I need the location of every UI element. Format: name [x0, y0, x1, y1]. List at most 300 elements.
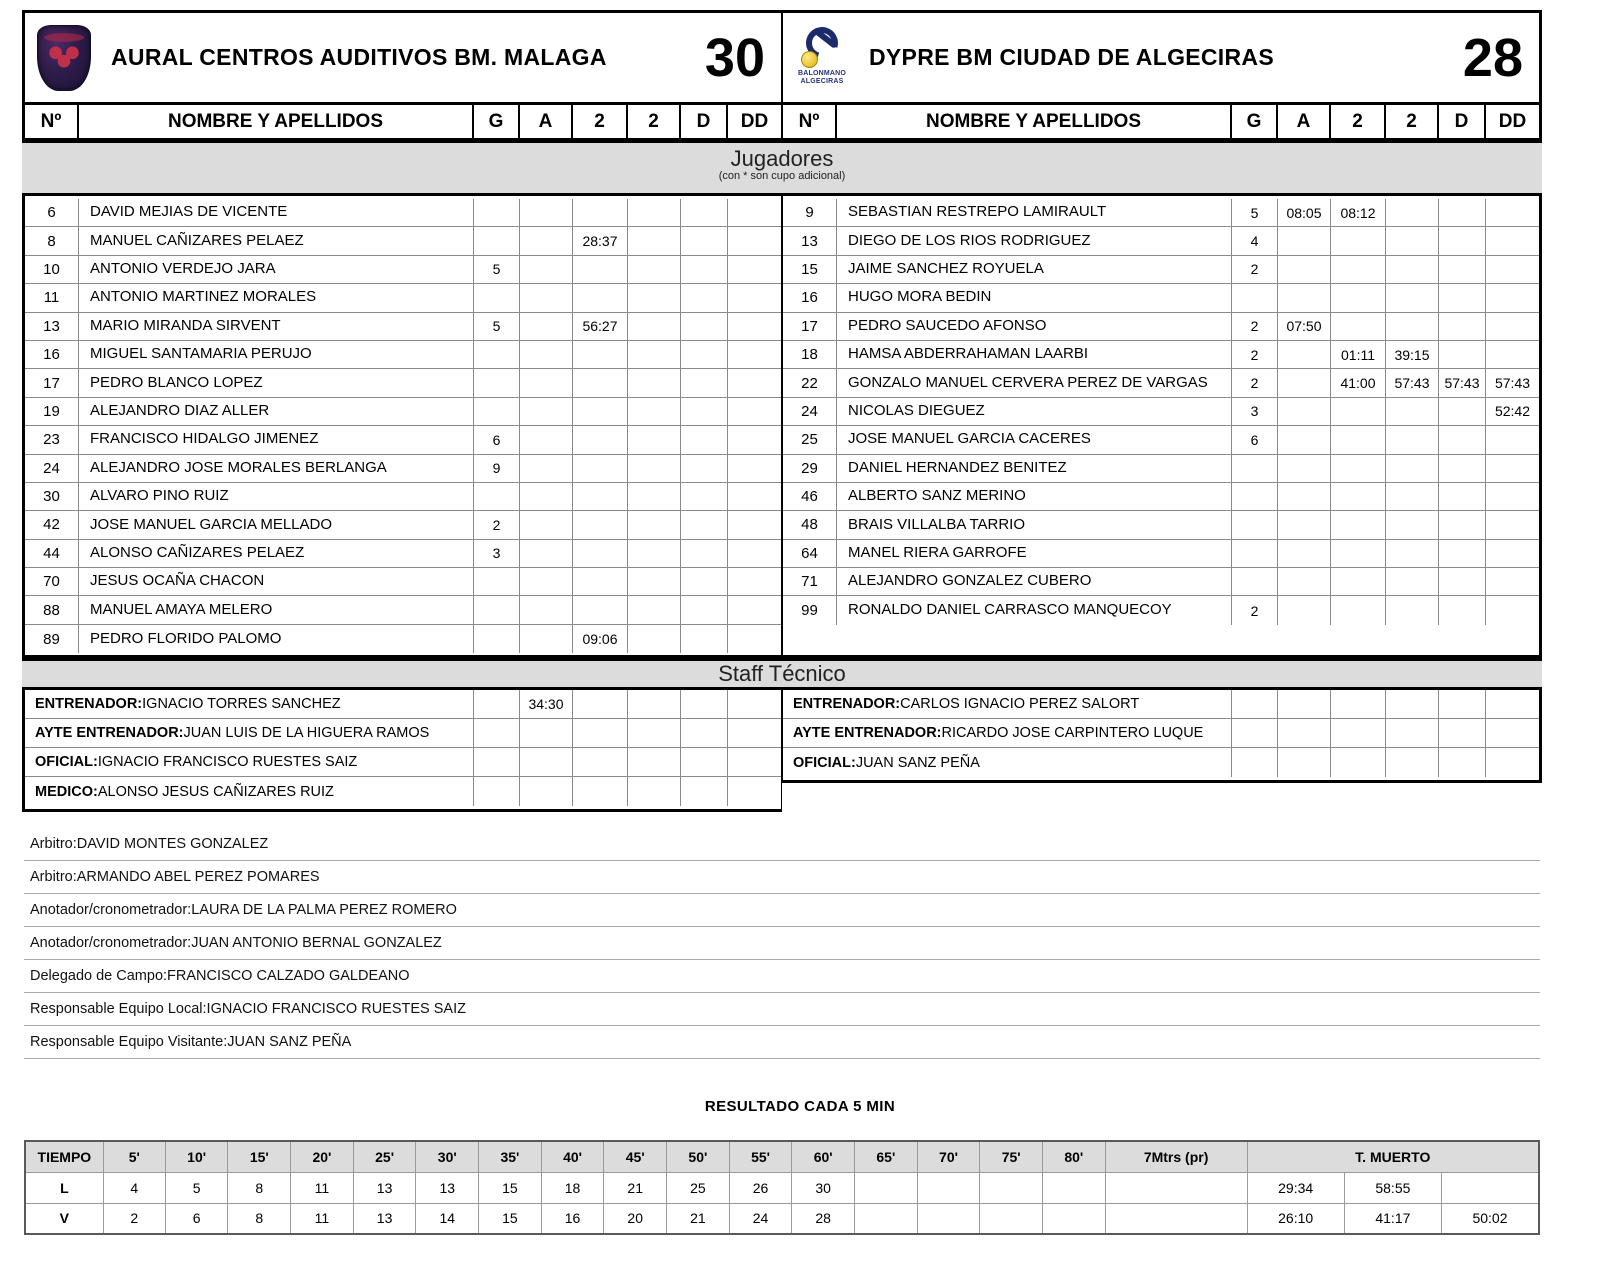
result-header-time: 70' — [917, 1141, 980, 1172]
player-two-min-1 — [1331, 540, 1386, 567]
player-goals — [1232, 284, 1278, 311]
staff-name: AYTE ENTRENADOR: RICARDO JOSE CARPINTERO LUQUE — [783, 719, 1232, 747]
table-row[interactable] — [25, 625, 781, 653]
player-goals: 2 — [1232, 341, 1278, 368]
result-timeout-cell: 50:02 — [1442, 1203, 1540, 1234]
staff-role: MEDICO: — [35, 783, 98, 800]
result-timeout-cell: 41:17 — [1344, 1203, 1441, 1234]
away-players-list — [783, 199, 1539, 625]
player-two-min-1 — [573, 483, 628, 510]
player-warning — [1278, 369, 1331, 396]
player-goals: 2 — [1232, 313, 1278, 340]
player-disqual — [681, 341, 728, 368]
player-warning — [520, 596, 573, 623]
player-name: ALVARO PINO RUIZ — [79, 483, 474, 510]
staff-warning: 34:30 — [520, 690, 573, 718]
player-disqual — [681, 369, 728, 396]
player-warning — [520, 568, 573, 595]
player-two-min-1 — [573, 199, 628, 226]
player-two-min-2 — [1386, 313, 1439, 340]
player-disqual-report — [1486, 256, 1539, 283]
official-person: JUAN ANTONIO BERNAL GONZALEZ — [191, 935, 442, 951]
player-number: 13 — [25, 313, 79, 340]
player-two-min-1 — [1331, 596, 1386, 624]
player-disqual-report — [1486, 596, 1539, 624]
player-goals — [474, 341, 520, 368]
staff-row[interactable] — [783, 719, 1539, 748]
staff-disqual — [681, 690, 728, 718]
result-score-cell: 26 — [729, 1172, 792, 1203]
player-number: 99 — [783, 596, 837, 624]
player-two-min-2 — [628, 625, 681, 653]
player-two-min-2 — [1386, 596, 1439, 624]
table-row[interactable] — [25, 313, 781, 341]
staff-name: MEDICO: ALONSO JESUS CAÑIZARES RUIZ — [25, 777, 474, 806]
staff-role: OFICIAL: — [35, 754, 98, 770]
table-row[interactable] — [25, 256, 781, 284]
result-score-cell: 2 — [103, 1203, 165, 1234]
player-disqual-report — [1486, 511, 1539, 538]
result-header-time: 25' — [353, 1141, 416, 1172]
player-name: DANIEL HERNANDEZ BENITEZ — [837, 455, 1232, 482]
column-header-warning: A — [520, 105, 573, 138]
table-row[interactable] — [783, 568, 1539, 596]
official-row — [24, 960, 1540, 993]
column-header-name: NOMBRE Y APELLIDOS — [837, 105, 1232, 138]
player-name: PEDRO BLANCO LOPEZ — [79, 369, 474, 396]
player-goals — [474, 596, 520, 623]
staff-row[interactable] — [25, 690, 781, 719]
player-two-min-1: 28:37 — [573, 227, 628, 254]
staff-disqual-report — [728, 690, 781, 718]
player-two-min-1 — [573, 369, 628, 396]
staff-section-band — [22, 658, 1542, 690]
table-row[interactable] — [25, 398, 781, 426]
staff-two-min-2 — [1386, 690, 1439, 718]
player-number: 88 — [25, 596, 79, 623]
result-score-cell: 21 — [604, 1172, 667, 1203]
player-two-min-2 — [628, 455, 681, 482]
player-number: 15 — [783, 256, 837, 283]
table-row[interactable] — [25, 511, 781, 539]
player-two-min-2 — [628, 199, 681, 226]
player-warning: 08:05 — [1278, 199, 1331, 226]
player-disqual-report — [728, 313, 781, 340]
table-row[interactable] — [783, 227, 1539, 255]
result-score-cell: 15 — [479, 1203, 542, 1234]
staff-two-min-1 — [1331, 690, 1386, 718]
player-warning — [1278, 568, 1331, 595]
result-score-cell — [855, 1203, 918, 1234]
player-name: SEBASTIAN RESTREPO LAMIRAULT — [837, 199, 1232, 226]
officials-list — [24, 828, 1540, 1059]
player-two-min-1 — [1331, 227, 1386, 254]
player-two-min-1 — [1331, 284, 1386, 311]
player-two-min-2 — [628, 227, 681, 254]
staff-disqual — [681, 777, 728, 806]
player-number: 11 — [25, 284, 79, 311]
player-warning — [520, 313, 573, 340]
result-score-cell — [1042, 1203, 1105, 1234]
column-header-disqual-report: DD — [728, 105, 781, 138]
player-two-min-2 — [628, 511, 681, 538]
player-disqual — [1439, 568, 1486, 595]
player-number: 71 — [783, 568, 837, 595]
staff-row[interactable] — [783, 690, 1539, 719]
player-number: 29 — [783, 455, 837, 482]
result-score-cell: 18 — [541, 1172, 604, 1203]
table-row[interactable] — [783, 540, 1539, 568]
player-two-min-1: 56:27 — [573, 313, 628, 340]
player-two-min-1 — [1331, 455, 1386, 482]
player-disqual — [681, 568, 728, 595]
player-number: 17 — [25, 369, 79, 396]
player-disqual — [681, 398, 728, 425]
column-header-number: Nº — [783, 105, 837, 138]
player-warning — [1278, 511, 1331, 538]
away-team-panel — [782, 10, 1542, 658]
player-two-min-2 — [1386, 568, 1439, 595]
result-score-cell — [980, 1203, 1043, 1234]
player-warning — [520, 483, 573, 510]
player-number: 25 — [783, 426, 837, 453]
player-two-min-2: 57:43 — [1386, 369, 1439, 396]
official-person: JUAN SANZ PEÑA — [227, 1034, 352, 1050]
table-row[interactable] — [783, 596, 1539, 624]
player-name: ALEJANDRO GONZALEZ CUBERO — [837, 568, 1232, 595]
result-score-cell: 11 — [291, 1203, 354, 1234]
staff-warning — [1278, 719, 1331, 747]
table-row[interactable] — [783, 511, 1539, 539]
player-disqual-report — [728, 341, 781, 368]
player-name: DAVID MEJIAS DE VICENTE — [79, 199, 474, 226]
player-two-min-1: 08:12 — [1331, 199, 1386, 226]
official-role: Delegado de Campo: — [30, 968, 168, 984]
staff-role: AYTE ENTRENADOR: — [35, 725, 184, 741]
table-row[interactable] — [783, 284, 1539, 312]
table-row[interactable] — [783, 426, 1539, 454]
player-name: ALBERTO SANZ MERINO — [837, 483, 1232, 510]
staff-goals — [474, 748, 520, 776]
player-two-min-2 — [1386, 227, 1439, 254]
bm-malaga-crest-icon — [33, 19, 95, 97]
result-header-time: 80' — [1042, 1141, 1105, 1172]
player-number: 89 — [25, 625, 79, 653]
table-row[interactable] — [783, 369, 1539, 397]
official-row — [24, 861, 1540, 894]
table-row[interactable] — [783, 455, 1539, 483]
home-column-headers — [25, 105, 781, 141]
player-disqual — [681, 256, 728, 283]
staff-disqual — [1439, 748, 1486, 777]
player-goals: 2 — [1232, 369, 1278, 396]
staff-two-min-1 — [573, 777, 628, 806]
player-number: 48 — [783, 511, 837, 538]
table-row[interactable] — [25, 455, 781, 483]
player-two-min-1 — [573, 511, 628, 538]
player-warning — [1278, 483, 1331, 510]
player-two-min-1 — [1331, 256, 1386, 283]
result-score-cell: 16 — [541, 1203, 604, 1234]
result-score-cell — [917, 1203, 980, 1234]
result-score-cell — [917, 1172, 980, 1203]
player-two-min-2: 39:15 — [1386, 341, 1439, 368]
staff-name: ENTRENADOR: IGNACIO TORRES SANCHEZ — [25, 690, 474, 718]
player-two-min-1 — [1331, 398, 1386, 425]
staff-disqual-report — [728, 719, 781, 747]
player-disqual — [681, 455, 728, 482]
home-players-list — [25, 199, 781, 653]
table-row[interactable] — [783, 256, 1539, 284]
player-disqual-report — [1486, 199, 1539, 226]
official-role: Arbitro: — [30, 836, 77, 852]
player-name: NICOLAS DIEGUEZ — [837, 398, 1232, 425]
player-two-min-2 — [1386, 398, 1439, 425]
result-score-cell: 20 — [604, 1203, 667, 1234]
official-row — [24, 1026, 1540, 1059]
players-section-title: Jugadores — [730, 146, 834, 171]
player-goals — [1232, 540, 1278, 567]
table-row[interactable] — [783, 199, 1539, 227]
player-disqual — [1439, 540, 1486, 567]
player-disqual-report — [728, 568, 781, 595]
player-number: 16 — [783, 284, 837, 311]
result-header-time: 65' — [855, 1141, 918, 1172]
player-number: 13 — [783, 227, 837, 254]
away-team-header — [783, 13, 1539, 105]
result-table-row — [25, 1172, 1539, 1203]
staff-two-min-2 — [628, 748, 681, 776]
player-disqual-report — [728, 199, 781, 226]
staff-two-min-2 — [1386, 719, 1439, 747]
away-column-headers — [783, 105, 1539, 141]
player-goals: 6 — [474, 426, 520, 453]
result-score-cell: 24 — [729, 1203, 792, 1234]
staff-disqual — [681, 748, 728, 776]
table-row[interactable] — [25, 341, 781, 369]
player-disqual — [1439, 511, 1486, 538]
player-two-min-1 — [573, 398, 628, 425]
staff-disqual-report — [1486, 748, 1539, 777]
player-disqual-report — [728, 625, 781, 653]
table-row[interactable] — [783, 483, 1539, 511]
column-header-disqual: D — [1439, 105, 1486, 138]
player-name: PEDRO FLORIDO PALOMO — [79, 625, 474, 653]
result-table-title: RESULTADO CADA 5 MIN — [704, 1098, 896, 1115]
result-score-cell: 14 — [416, 1203, 479, 1234]
staff-role: AYTE ENTRENADOR: — [793, 725, 942, 741]
table-row[interactable] — [25, 284, 781, 312]
result-score-cell: 25 — [667, 1172, 730, 1203]
player-disqual — [1439, 426, 1486, 453]
result-row-label: L — [25, 1172, 103, 1203]
result-table-head — [25, 1141, 1539, 1172]
player-disqual-report — [1486, 568, 1539, 595]
player-name: MIGUEL SANTAMARIA PERUJO — [79, 341, 474, 368]
result-score-cell — [1042, 1172, 1105, 1203]
player-disqual-report — [1486, 227, 1539, 254]
player-warning — [1278, 227, 1331, 254]
player-two-min-2 — [1386, 426, 1439, 453]
player-two-min-2 — [628, 284, 681, 311]
table-row[interactable] — [25, 596, 781, 624]
official-person: ARMANDO ABEL PEREZ POMARES — [76, 869, 320, 885]
result-timeout-cell: 29:34 — [1247, 1172, 1344, 1203]
staff-row[interactable] — [783, 748, 1539, 777]
player-warning — [520, 199, 573, 226]
official-row — [24, 894, 1540, 927]
home-team-header — [25, 13, 781, 105]
staff-goals — [474, 719, 520, 747]
player-two-min-2 — [628, 426, 681, 453]
player-two-min-1 — [573, 256, 628, 283]
table-row[interactable] — [25, 568, 781, 596]
staff-name: AYTE ENTRENADOR: JUAN LUIS DE LA HIGUERA RAMOS — [25, 719, 474, 747]
away-staff-panel — [782, 690, 1542, 783]
player-two-min-1 — [573, 568, 628, 595]
away-team-score: 28 — [1462, 27, 1523, 88]
player-disqual-report — [1486, 455, 1539, 482]
home-staff-panel — [22, 690, 782, 812]
player-disqual-report — [728, 426, 781, 453]
player-disqual — [1439, 483, 1486, 510]
player-warning — [520, 284, 573, 311]
table-row[interactable] — [25, 199, 781, 227]
player-disqual-report — [728, 398, 781, 425]
staff-name: OFICIAL: IGNACIO FRANCISCO RUESTES SAIZ — [25, 748, 474, 776]
player-name: BRAIS VILLALBA TARRIO — [837, 511, 1232, 538]
player-disqual — [1439, 596, 1486, 624]
player-goals: 5 — [474, 313, 520, 340]
table-row[interactable] — [25, 369, 781, 397]
official-role: Anotador/cronometrador: — [30, 935, 192, 951]
table-row[interactable] — [25, 227, 781, 255]
player-number: 19 — [25, 398, 79, 425]
player-disqual — [1439, 256, 1486, 283]
column-header-name: NOMBRE Y APELLIDOS — [79, 105, 474, 138]
player-disqual — [1439, 455, 1486, 482]
result-score-cell: 21 — [667, 1203, 730, 1234]
player-two-min-2 — [1386, 511, 1439, 538]
result-header-time: 35' — [479, 1141, 542, 1172]
column-header-two-min-2: 2 — [628, 105, 681, 138]
staff-role: OFICIAL: — [793, 754, 856, 771]
result-score-cell: 8 — [228, 1172, 291, 1203]
result-header-time: 75' — [980, 1141, 1043, 1172]
player-two-min-2 — [628, 398, 681, 425]
player-two-min-1 — [1331, 426, 1386, 453]
staff-row[interactable] — [25, 748, 781, 777]
player-goals — [1232, 483, 1278, 510]
result-score-cell — [855, 1172, 918, 1203]
player-goals: 5 — [1232, 199, 1278, 226]
staff-two-min-1 — [573, 690, 628, 718]
result-7mtrs-cell — [1105, 1172, 1247, 1203]
player-name: FRANCISCO HIDALGO JIMENEZ — [79, 426, 474, 453]
result-score-cell: 28 — [792, 1203, 855, 1234]
player-warning — [1278, 256, 1331, 283]
result-score-cell: 11 — [291, 1172, 354, 1203]
official-person: IGNACIO FRANCISCO RUESTES SAIZ — [206, 1001, 466, 1017]
away-team-name: DYPRE BM CIUDAD DE ALGECIRAS — [869, 44, 1274, 70]
result-score-cell: 30 — [792, 1172, 855, 1203]
official-row — [24, 927, 1540, 960]
player-disqual-report: 57:43 — [1494, 375, 1531, 392]
player-name: MANUEL CAÑIZARES PELAEZ — [79, 227, 474, 254]
official-row — [24, 993, 1540, 1026]
home-team-name: AURAL CENTROS AUDITIVOS BM. MALAGA — [111, 44, 607, 70]
player-number: 64 — [783, 540, 837, 567]
player-two-min-1 — [1331, 511, 1386, 538]
player-number: 30 — [25, 483, 79, 510]
result-header-time: 45' — [604, 1141, 667, 1172]
staff-row[interactable] — [25, 719, 781, 748]
table-row[interactable] — [783, 313, 1539, 341]
player-two-min-2 — [1386, 256, 1439, 283]
column-header-two-min-1: 2 — [1331, 105, 1386, 138]
player-warning — [1278, 540, 1331, 567]
player-name: JOSE MANUEL GARCIA CACERES — [837, 426, 1232, 453]
staff-role: ENTRENADOR: — [35, 696, 143, 712]
staff-warning — [520, 719, 573, 747]
table-row[interactable] — [783, 341, 1539, 369]
official-row — [24, 828, 1540, 861]
result-header-timeout: T. MUERTO — [1247, 1141, 1539, 1172]
player-name: HUGO MORA BEDIN — [837, 284, 1232, 311]
player-disqual — [681, 199, 728, 226]
player-two-min-2 — [628, 369, 681, 396]
player-warning — [520, 426, 573, 453]
player-two-min-2 — [1386, 455, 1439, 482]
table-row[interactable] — [25, 540, 781, 568]
player-disqual-report — [728, 483, 781, 510]
result-table-header-row — [25, 1141, 1539, 1172]
player-goals: 9 — [474, 455, 520, 482]
player-two-min-1 — [573, 596, 628, 623]
staff-row[interactable] — [25, 777, 781, 806]
player-goals: 2 — [474, 511, 520, 538]
table-row[interactable] — [25, 483, 781, 511]
player-disqual-report — [728, 540, 781, 567]
result-score-cell: 6 — [165, 1203, 228, 1234]
table-row[interactable] — [25, 426, 781, 454]
result-header-time: 30' — [416, 1141, 479, 1172]
result-score-cell: 8 — [228, 1203, 291, 1234]
result-header-time: 50' — [667, 1141, 730, 1172]
player-warning: 07:50 — [1278, 313, 1331, 340]
result-score-cell: 13 — [353, 1203, 416, 1234]
staff-warning — [1278, 690, 1331, 718]
player-two-min-2 — [628, 256, 681, 283]
table-row[interactable] — [783, 398, 1539, 426]
result-table-row — [25, 1203, 1539, 1234]
player-disqual-report — [1486, 426, 1539, 453]
player-name: RONALDO DANIEL CARRASCO MANQUECOY — [837, 596, 1232, 624]
player-goals — [474, 199, 520, 226]
player-goals — [1232, 455, 1278, 482]
staff-warning — [1278, 748, 1331, 777]
player-disqual — [681, 426, 728, 453]
player-number: 22 — [783, 369, 837, 396]
result-header-time: 20' — [291, 1141, 354, 1172]
result-header-time: 5' — [103, 1141, 165, 1172]
staff-name: OFICIAL: JUAN SANZ PEÑA — [783, 748, 1232, 777]
player-warning — [1278, 455, 1331, 482]
result-header-time: 40' — [541, 1141, 604, 1172]
staff-goals — [1232, 719, 1278, 747]
staff-section-title: Staff Técnico — [718, 661, 846, 686]
player-warning — [1278, 426, 1331, 453]
